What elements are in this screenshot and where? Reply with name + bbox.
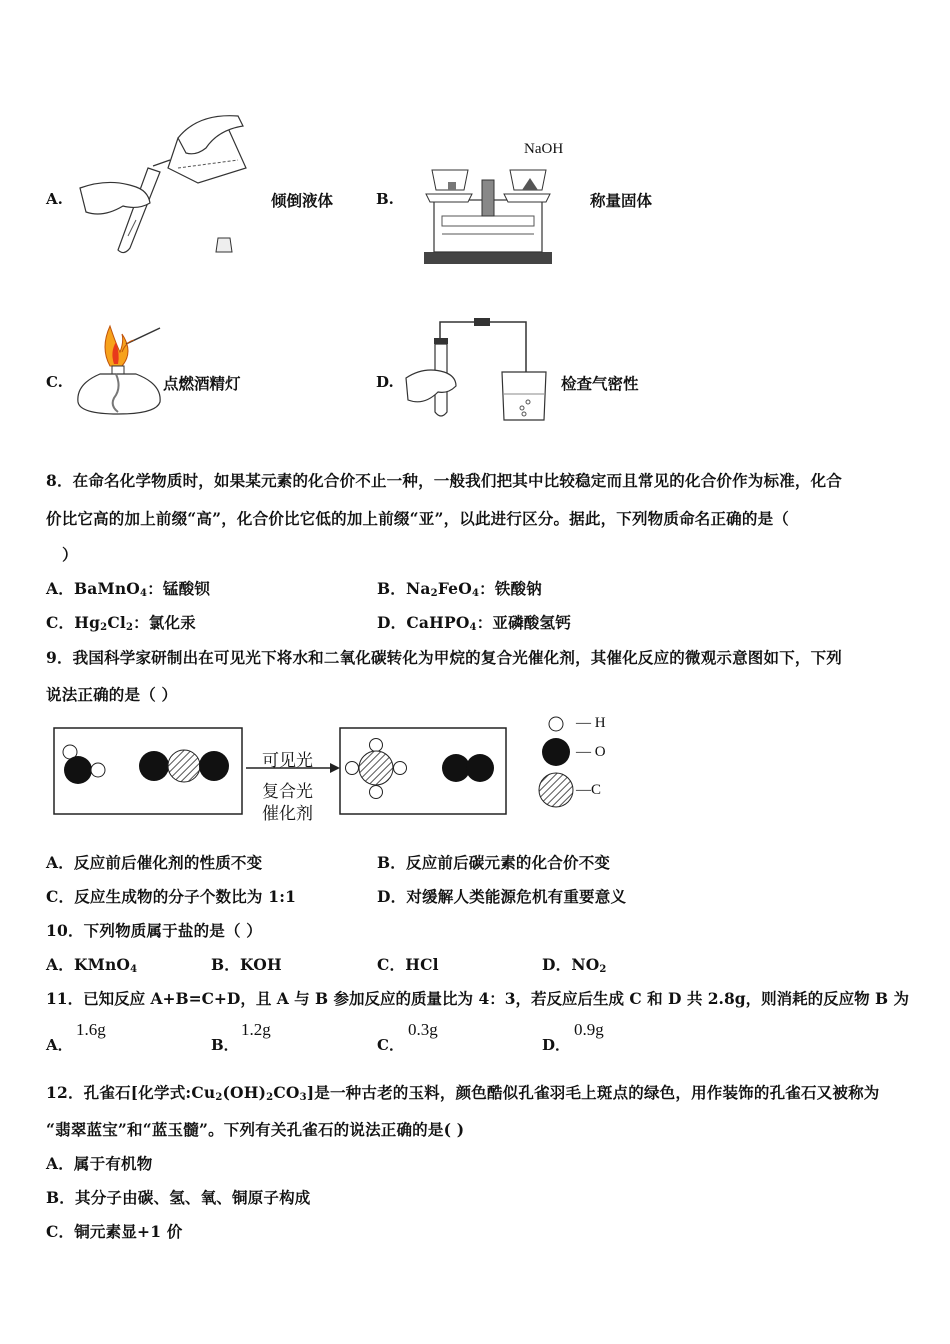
formula: KOH <box>240 955 282 974</box>
option-text: ：锰酸钡 <box>147 579 210 598</box>
option-letter: B． <box>211 955 241 974</box>
arrow-label-light: 可见光 <box>262 751 313 770</box>
option-letter: D． <box>542 1036 571 1054</box>
q12-option-c: C．铜元素显+1 价 <box>46 1222 183 1241</box>
formula: CaHPO <box>406 613 470 632</box>
legend-c: —C <box>576 782 602 798</box>
option-letter: B． <box>211 1036 239 1054</box>
q8-option-d <box>377 611 571 633</box>
q9-stem-line2: 说法正确的是（ ） <box>46 685 178 704</box>
formula: Hg <box>74 613 101 632</box>
stem-text: ]是一种古老的玉料，颜色酷似孔雀羽毛上斑点的绿色，用作装饰的孔雀石又被称为 <box>306 1083 880 1102</box>
q9-option-a: A．反应前后催化剂的性质不变 <box>46 853 263 872</box>
option-letter: D． <box>542 955 572 974</box>
option-letter: D． <box>377 613 407 632</box>
formula: BaMnO <box>73 579 141 598</box>
water-o-atom <box>64 756 92 784</box>
option-caption: 倾倒液体 <box>271 191 334 210</box>
q8-option-b <box>377 577 542 599</box>
option-caption: 称量固体 <box>590 191 653 210</box>
q10-option-d <box>542 953 607 975</box>
option-letter: C． <box>377 955 406 974</box>
legend-o: — O <box>576 744 606 760</box>
q8-option-a <box>46 577 210 599</box>
option-letter: A． <box>46 579 74 598</box>
legend-h: — H <box>576 715 606 731</box>
q9-stem-line1: 9．我国科学家研制出在可见光下将水和二氧化碳转化为甲烷的复合光催化剂，其催化反应的微观示意图如下，下列 <box>46 648 842 667</box>
q12-option-b: B．其分子由碳、氢、氧、铜原子构成 <box>46 1188 311 1207</box>
q8-stem-line1: 8．在命名化学物质时，如果某元素的化合价不止一种，一般我们把其中比较稳定而且常见的化合价作为标准，化合 <box>46 471 842 490</box>
q10-option-a <box>46 953 137 975</box>
q12-stem-line2: “翡翠蓝宝”和“蓝玉髓”。下列有关孔雀石的说法正确的是( ) <box>46 1120 465 1139</box>
subscript: 4 <box>130 964 138 975</box>
pouring-liquid-figure <box>78 108 248 258</box>
formula: FeO <box>437 579 472 598</box>
q8-stem-line3: ） <box>62 545 78 564</box>
arrow-label-catalyst-2: 催化剂 <box>262 804 313 823</box>
arrow-label-catalyst-1: 复合光 <box>262 782 313 801</box>
formula: Na <box>406 579 431 598</box>
option-value: 1.2g <box>241 1020 271 1039</box>
subscript: 4 <box>471 588 480 599</box>
q12-stem-line1 <box>46 1081 879 1103</box>
formula: NO <box>571 955 600 974</box>
option-value: 0.9g <box>574 1020 604 1039</box>
reaction-diagram <box>50 714 620 824</box>
water-h-atom <box>91 763 105 777</box>
stem-text: CO <box>273 1083 300 1102</box>
option-letter: B． <box>377 579 407 598</box>
q10-stem: 10．下列物质属于盐的是（ ） <box>46 921 262 940</box>
option-letter: A． <box>46 1036 73 1054</box>
formula: Cl <box>107 613 126 632</box>
q9-option-d: D．对缓解人类能源危机有重要意义 <box>377 887 627 906</box>
q8-stem-line2: 价比它高的加上前缀“高”，化合价比它低的加上前缀“亚”，以此进行区分。据此，下列物质命名正确的是（ <box>46 509 789 528</box>
stem-text: 12．孔雀石[化学式:Cu <box>46 1083 216 1102</box>
q10-option-b <box>211 953 282 975</box>
naoh-label: NaOH <box>524 141 564 157</box>
subscript: 2 <box>100 622 108 633</box>
q9-option-c: C．反应生成物的分子个数比为 1:1 <box>46 887 297 906</box>
subscript: 2 <box>125 622 134 633</box>
subscript: 2 <box>430 588 438 599</box>
balance-scale-figure <box>418 160 558 268</box>
formula: KMnO <box>73 955 131 974</box>
subscript: 2 <box>215 1092 223 1103</box>
option-letter: C． <box>46 613 75 632</box>
airtightness-check-figure <box>404 316 550 424</box>
option-value: 0.3g <box>408 1020 438 1039</box>
option-letter: B. <box>376 190 394 208</box>
option-letter: D. <box>376 373 394 391</box>
option-letter: C． <box>377 1036 404 1054</box>
option-letter: C. <box>46 373 63 391</box>
alcohol-lamp-figure <box>76 322 166 418</box>
option-caption: 点燃酒精灯 <box>163 374 241 393</box>
q11-stem: 11．已知反应 A+B=C+D，且 A 与 B 参加反应的质量比为 4：3，若反应后生成 C 和 D 共 2.8g，则消耗的反应物 B 为 <box>46 989 909 1008</box>
subscript: 2 <box>266 1092 274 1103</box>
option-letter: A. <box>46 190 63 208</box>
stem-text: (OH) <box>222 1083 267 1102</box>
subscript: 3 <box>299 1092 307 1103</box>
option-text: ：氯化汞 <box>133 613 196 632</box>
subscript: 4 <box>140 588 148 599</box>
formula: HCl <box>405 955 439 974</box>
subscript: 4 <box>469 622 477 633</box>
subscript: 2 <box>599 964 607 975</box>
q9-option-b: B．反应前后碳元素的化合价不变 <box>377 853 611 872</box>
option-text: ：铁酸钠 <box>479 579 542 598</box>
option-value: 1.6g <box>76 1020 106 1039</box>
q8-option-c <box>46 611 196 633</box>
option-letter: A． <box>46 955 74 974</box>
q10-option-c <box>377 953 439 975</box>
q12-option-a: A．属于有机物 <box>46 1154 153 1173</box>
option-text: ：亚磷酸氢钙 <box>476 613 571 632</box>
option-caption: 检查气密性 <box>561 374 639 393</box>
